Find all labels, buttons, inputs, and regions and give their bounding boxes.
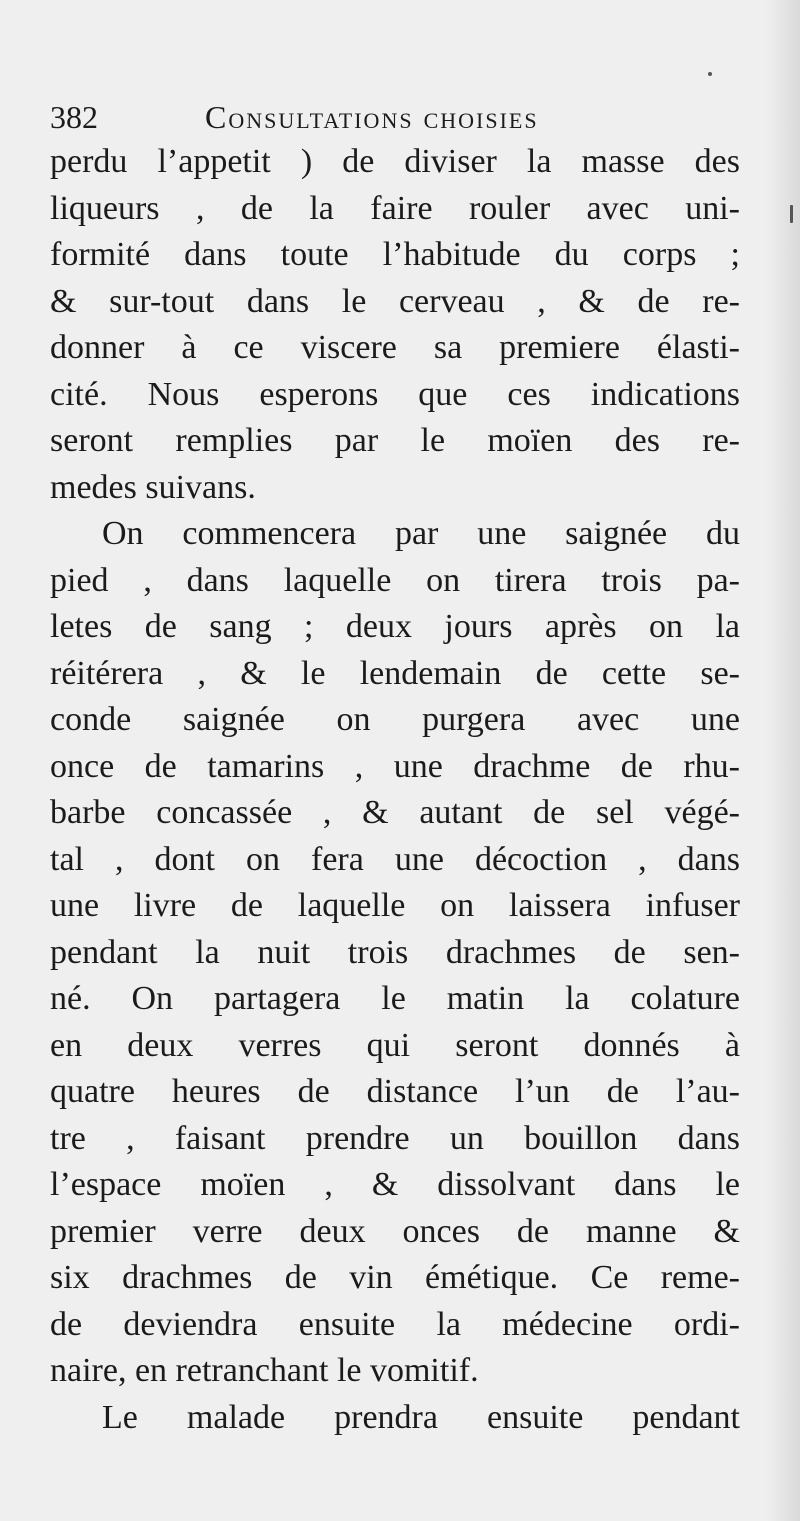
- text-line: six drachmes de vin émétique. Ce reme-: [50, 1259, 740, 1296]
- text-line: pendant la nuit trois drachmes de sen-: [50, 933, 740, 971]
- text-line: l’espace moïen , & dissolvant dans le: [50, 1166, 740, 1203]
- running-title: Consultations choisies: [205, 99, 539, 135]
- text-line: né. On partagera le matin la colature: [50, 980, 740, 1017]
- paragraph-end-line: naire, en retranchant le vomitif.: [50, 1352, 479, 1389]
- ink-speck: [708, 72, 712, 76]
- text-line: une livre de laquelle on laissera infuser: [50, 887, 740, 924]
- body-text: [50, 139, 740, 1441]
- text-line: de deviendra ensuite la médecine ordi-: [50, 1305, 740, 1343]
- text-line: en deux verres qui seront donnés à: [50, 1026, 740, 1064]
- text-line: perdu l’appetit ) de diviser la masse des: [50, 143, 740, 180]
- text-line: tal , dont on fera une décoction , dans: [50, 840, 740, 878]
- text-line: liqueurs , de la faire rouler avec uni-: [50, 189, 740, 227]
- text-line: pied , dans laquelle on tirera trois pa-: [50, 561, 740, 599]
- paragraph-start-line: Le malade prendra ensuite pendant: [102, 1398, 740, 1436]
- text-line: conde saignée on purgera avec une: [50, 701, 740, 738]
- text-line: letes de sang ; deux jours après on la: [50, 608, 740, 645]
- text-line: & sur-tout dans le cerveau , & de re-: [50, 282, 740, 320]
- text-line: cité. Nous esperons que ces indications: [50, 375, 740, 413]
- page-edge-shadow: [766, 0, 800, 1521]
- text-line: réitérera , & le lendemain de cette se-: [50, 654, 740, 692]
- page-header: [50, 92, 740, 142]
- ink-speck: [790, 205, 793, 223]
- text-line: seront remplies par le moïen des re-: [50, 422, 740, 459]
- page-number: 382: [50, 99, 98, 135]
- paragraph-start-line: On commencera par une saignée du: [102, 515, 740, 552]
- text-line: once de tamarins , une drachme de rhu-: [50, 747, 740, 785]
- text-line: tre , faisant prendre un bouillon dans: [50, 1119, 740, 1157]
- text-line: donner à ce viscere sa premiere élasti-: [50, 329, 740, 366]
- text-line: premier verre deux onces de manne &: [50, 1212, 740, 1250]
- text-line: formité dans toute l’habitude du corps ;: [50, 236, 740, 273]
- paragraph-end-line: medes suivans.: [50, 468, 256, 506]
- text-line: quatre heures de distance l’un de l’au-: [50, 1073, 740, 1110]
- text-line: barbe concassée , & autant de sel végé-: [50, 794, 740, 831]
